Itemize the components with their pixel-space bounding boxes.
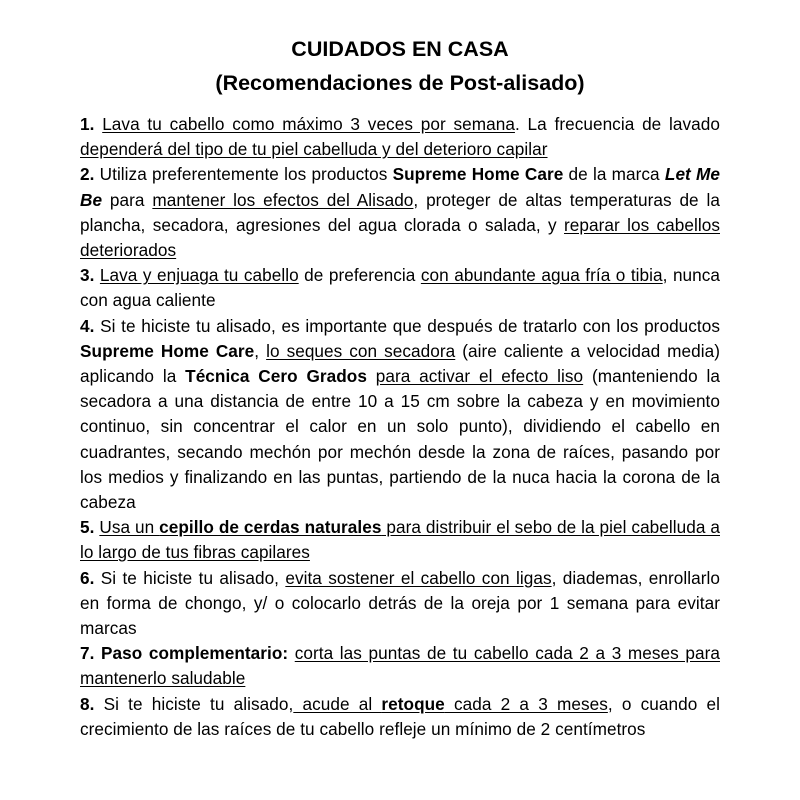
- underlined-text: lo seques con secadora: [266, 340, 456, 361]
- underlined-text: cepillo de cerdas naturales: [159, 517, 382, 538]
- body-text: (manteniendo la secadora a una distancia de entre 10 a 15 cm sobre la cabeza y en movimiento continuo, sin concentrar el calor en un solo punto), dividiendo el cabello en cuadrantes, secando mechón por mechón desde la zona de raíces, pasando por los medios y finalizando en las puntas, partiendo de la nuca hacia la corona de la cabeza: [80, 366, 720, 513]
- underlined-text: corta las puntas de tu cabello cada 2 a 3 meses para mantenerlo saludable: [80, 643, 720, 689]
- body-text: , diademas, enrollarlo en forma de chongo, y/ o colocarlo detrás de la oreja por 1 semana para evitar marcas: [80, 567, 721, 639]
- underlined-text: para activar el efecto liso: [375, 366, 584, 387]
- recommendation-item: [80, 112, 720, 162]
- body-text: . La frecuencia de lavado: [514, 114, 721, 134]
- body-text: de preferencia: [298, 265, 421, 286]
- recommendation-item: [80, 692, 720, 742]
- body-text: (aire caliente a velocidad media) aplicando la: [80, 340, 721, 387]
- recommendation-item: [80, 566, 720, 642]
- underlined-text: retoque: [381, 693, 445, 714]
- document-title: CUIDADOS EN CASA: [291, 37, 509, 61]
- underlined-text: con abundante agua fría o tibia: [420, 265, 663, 286]
- item-number: 7.: [80, 643, 95, 664]
- item-number: 3.: [80, 265, 95, 286]
- body-text: Si te hiciste tu alisado, es importante que después de tratarlo con los productos: [100, 315, 721, 336]
- recommendation-item: [80, 162, 720, 263]
- emphasized-text: Let Me Be: [80, 164, 721, 210]
- underlined-text: Usa un: [99, 517, 160, 538]
- body-text: , nunca con agua caliente: [80, 265, 721, 311]
- recommendations-list: [80, 112, 720, 742]
- body-text: [288, 643, 295, 663]
- emphasized-text: Paso complementario:: [101, 643, 289, 664]
- item-number: 1.: [80, 114, 95, 134]
- body-text: de la marca: [563, 164, 665, 185]
- body-text: Si te hiciste tu alisado,: [100, 567, 286, 588]
- body-text: Utiliza preferentemente los productos: [99, 164, 393, 185]
- underlined-text: cada 2 a 3 meses: [444, 693, 608, 714]
- recommendation-item: [80, 515, 720, 565]
- underlined-text: dependerá del tipo de tu piel cabelluda y del deterioro capilar: [80, 139, 548, 160]
- underlined-text: para distribuir el sebo de la piel cabelluda a lo largo de tus fibras capilares: [80, 517, 720, 563]
- underlined-text: mantener los efectos del Alisado: [152, 189, 414, 210]
- item-number: 8.: [80, 693, 95, 714]
- document-subtitle: (Recomendaciones de Post-alisado): [215, 71, 585, 95]
- body-text: para: [102, 189, 153, 210]
- underlined-text: Lava y enjuaga tu cabello: [99, 265, 299, 286]
- body-text: , o cuando el crecimiento de las raíces de tu cabello refleje un mínimo de 2 centímetros: [80, 693, 721, 739]
- recommendation-item: [80, 641, 720, 691]
- item-number: 4.: [80, 315, 95, 336]
- underlined-text: reparar los cabellos deteriorados: [80, 214, 720, 261]
- underlined-text: acude al: [293, 693, 382, 714]
- item-number: 2.: [80, 164, 95, 185]
- underlined-text: evita sostener el cabello con ligas: [285, 567, 552, 588]
- item-number: 6.: [80, 567, 95, 588]
- item-number: 5.: [80, 517, 95, 538]
- body-text: , proteger de altas temperaturas de la plancha, secadora, agresiones del agua clorada o salada, y: [80, 189, 720, 235]
- body-text: [367, 366, 376, 386]
- body-text: Si te hiciste tu alisado,: [103, 693, 294, 714]
- recommendation-item: [80, 314, 720, 516]
- emphasized-text: Supreme Home Care: [80, 340, 255, 361]
- underlined-text: Lava tu cabello como máximo 3 veces por semana: [102, 114, 515, 134]
- recommendation-item: [80, 263, 720, 313]
- body-text: ,: [254, 340, 267, 361]
- emphasized-text: Supreme Home Care: [392, 164, 564, 185]
- emphasized-text: Técnica Cero Grados: [185, 366, 367, 387]
